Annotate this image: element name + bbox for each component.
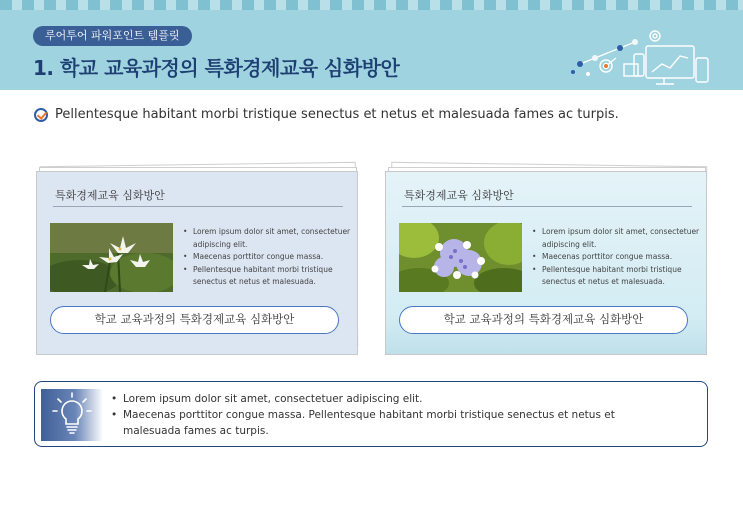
info-bullet-list (111, 391, 671, 439)
analytics-devices-icon (560, 24, 720, 86)
lily-flower-photo (50, 223, 173, 292)
hydrangea-photo (399, 223, 522, 292)
card-title: 특화경제교육 심화방안 (55, 189, 165, 202)
list-item: • Pellentesque habitant morbi tristique senectus et netus et malesuada. (183, 264, 353, 289)
card-left (36, 171, 358, 355)
list-item: • Pellentesque habitant morbi tristique senectus et netus et malesuada. (532, 264, 702, 289)
card-action-button[interactable]: 학교 교육과정의 특화경제교육 심화방안 (399, 306, 688, 334)
card-bullet-list (532, 226, 702, 289)
list-item: • Lorem ipsum dolor sit amet, consectetuer adipiscing elit. (111, 391, 671, 407)
card-action-button[interactable]: 학교 교육과정의 특화경제교육 심화방안 (50, 306, 339, 334)
card-divider (402, 206, 692, 207)
template-tag: 루어투어 파워포인트 템플릿 (33, 26, 192, 46)
header-banner (0, 0, 743, 90)
card-body (36, 171, 358, 355)
list-item: • Maecenas porttitor congue massa. (183, 251, 353, 264)
list-item: • Maecenas porttitor congue massa. (532, 251, 702, 264)
lightbulb-icon-tile (41, 389, 103, 441)
card-body (385, 171, 707, 355)
check-circle-icon (34, 108, 48, 122)
card-divider (53, 206, 343, 207)
list-item: • Maecenas porttitor congue massa. Pellentesque habitant morbi tristique senectus et netus et malesuada fames ac turpis. (111, 407, 671, 439)
list-item: • Lorem ipsum dolor sit amet, consectetuer adipiscing elit. (532, 226, 702, 251)
list-item: • Lorem ipsum dolor sit amet, consectetuer adipiscing elit. (183, 226, 353, 251)
lightbulb-icon (41, 389, 103, 441)
info-box (34, 381, 708, 447)
header-stripes (0, 0, 743, 10)
card-bullet-list (183, 226, 353, 289)
intro-text: Pellentesque habitant morbi tristique senectus et netus et malesuada fames ac turpis. (55, 107, 619, 122)
card-title: 특화경제교육 심화방안 (404, 189, 514, 202)
page-title: 1. 학교 교육과정의 특화경제교육 심화방안 (33, 56, 400, 80)
card-right (385, 171, 707, 355)
intro-line (34, 107, 619, 122)
